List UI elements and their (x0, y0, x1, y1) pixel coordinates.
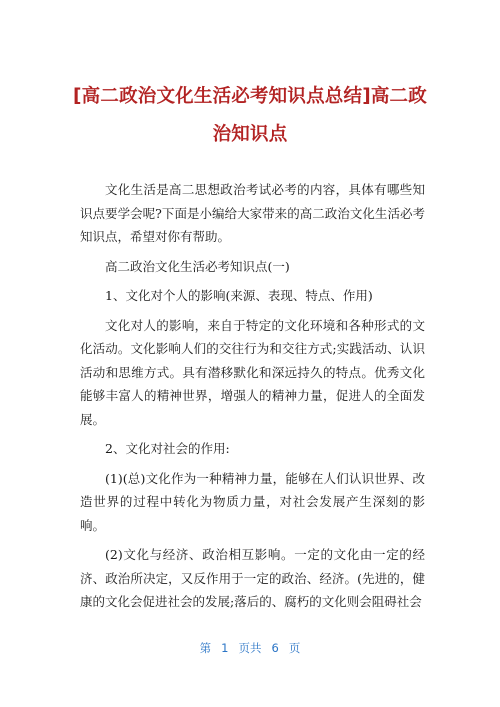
paragraph-point-2: (2)文化与经济、政治相互影响。一定的文化由一定的经济、政治所决定，又反作用于一定的政治、经济。(先进的，健康的文化会促进社会的发展;落后的、腐朽的文化则会阻碍社会 (80, 547, 425, 609)
footer-middle: 页共 (238, 641, 262, 655)
section-heading: 高二政治文化生活必考知识点(一) (105, 258, 290, 274)
page-total: 6 (271, 641, 279, 655)
footer-suffix: 页 (288, 641, 301, 655)
intro-paragraph: 文化生活是高二思想政治考试必考的内容，具体有哪些知识点要学会呢?下面是小编给大家带来的高二政治文化生活必考知识点，希望对你有帮助。 (80, 182, 425, 244)
document-title-line-1: [高二政治文化生活必考知识点总结]高二政 (73, 86, 427, 107)
document-body (80, 178, 425, 614)
paragraph-point-1: (1)(总)文化作为一种精神力量，能够在人们认识世界、改造世界的过程中转化为物质力量，对社会发展产生深刻的影响。 (80, 470, 425, 533)
page-footer (0, 640, 500, 656)
subheading-1: 1、文化对个人的影响(来源、表现、特点、作用) (105, 288, 373, 303)
document-title-line-2: 治知识点 (212, 124, 288, 145)
paragraph-culture-individual: 文化对人的影响，来自于特定的文化环境和各种形式的文化活动。文化影响人们的交往行为和交往方式;实践活动、认识活动和思维方式。具有潜移默化和深远持久的特点。优秀文化能够丰富人的精神世界，增强人的精神力量，促进人的全面发展。 (80, 317, 425, 427)
subheading-2: 2、文化对社会的作用: (105, 441, 230, 456)
footer-prefix: 第 (199, 641, 212, 655)
page-number: 1 (221, 641, 229, 655)
